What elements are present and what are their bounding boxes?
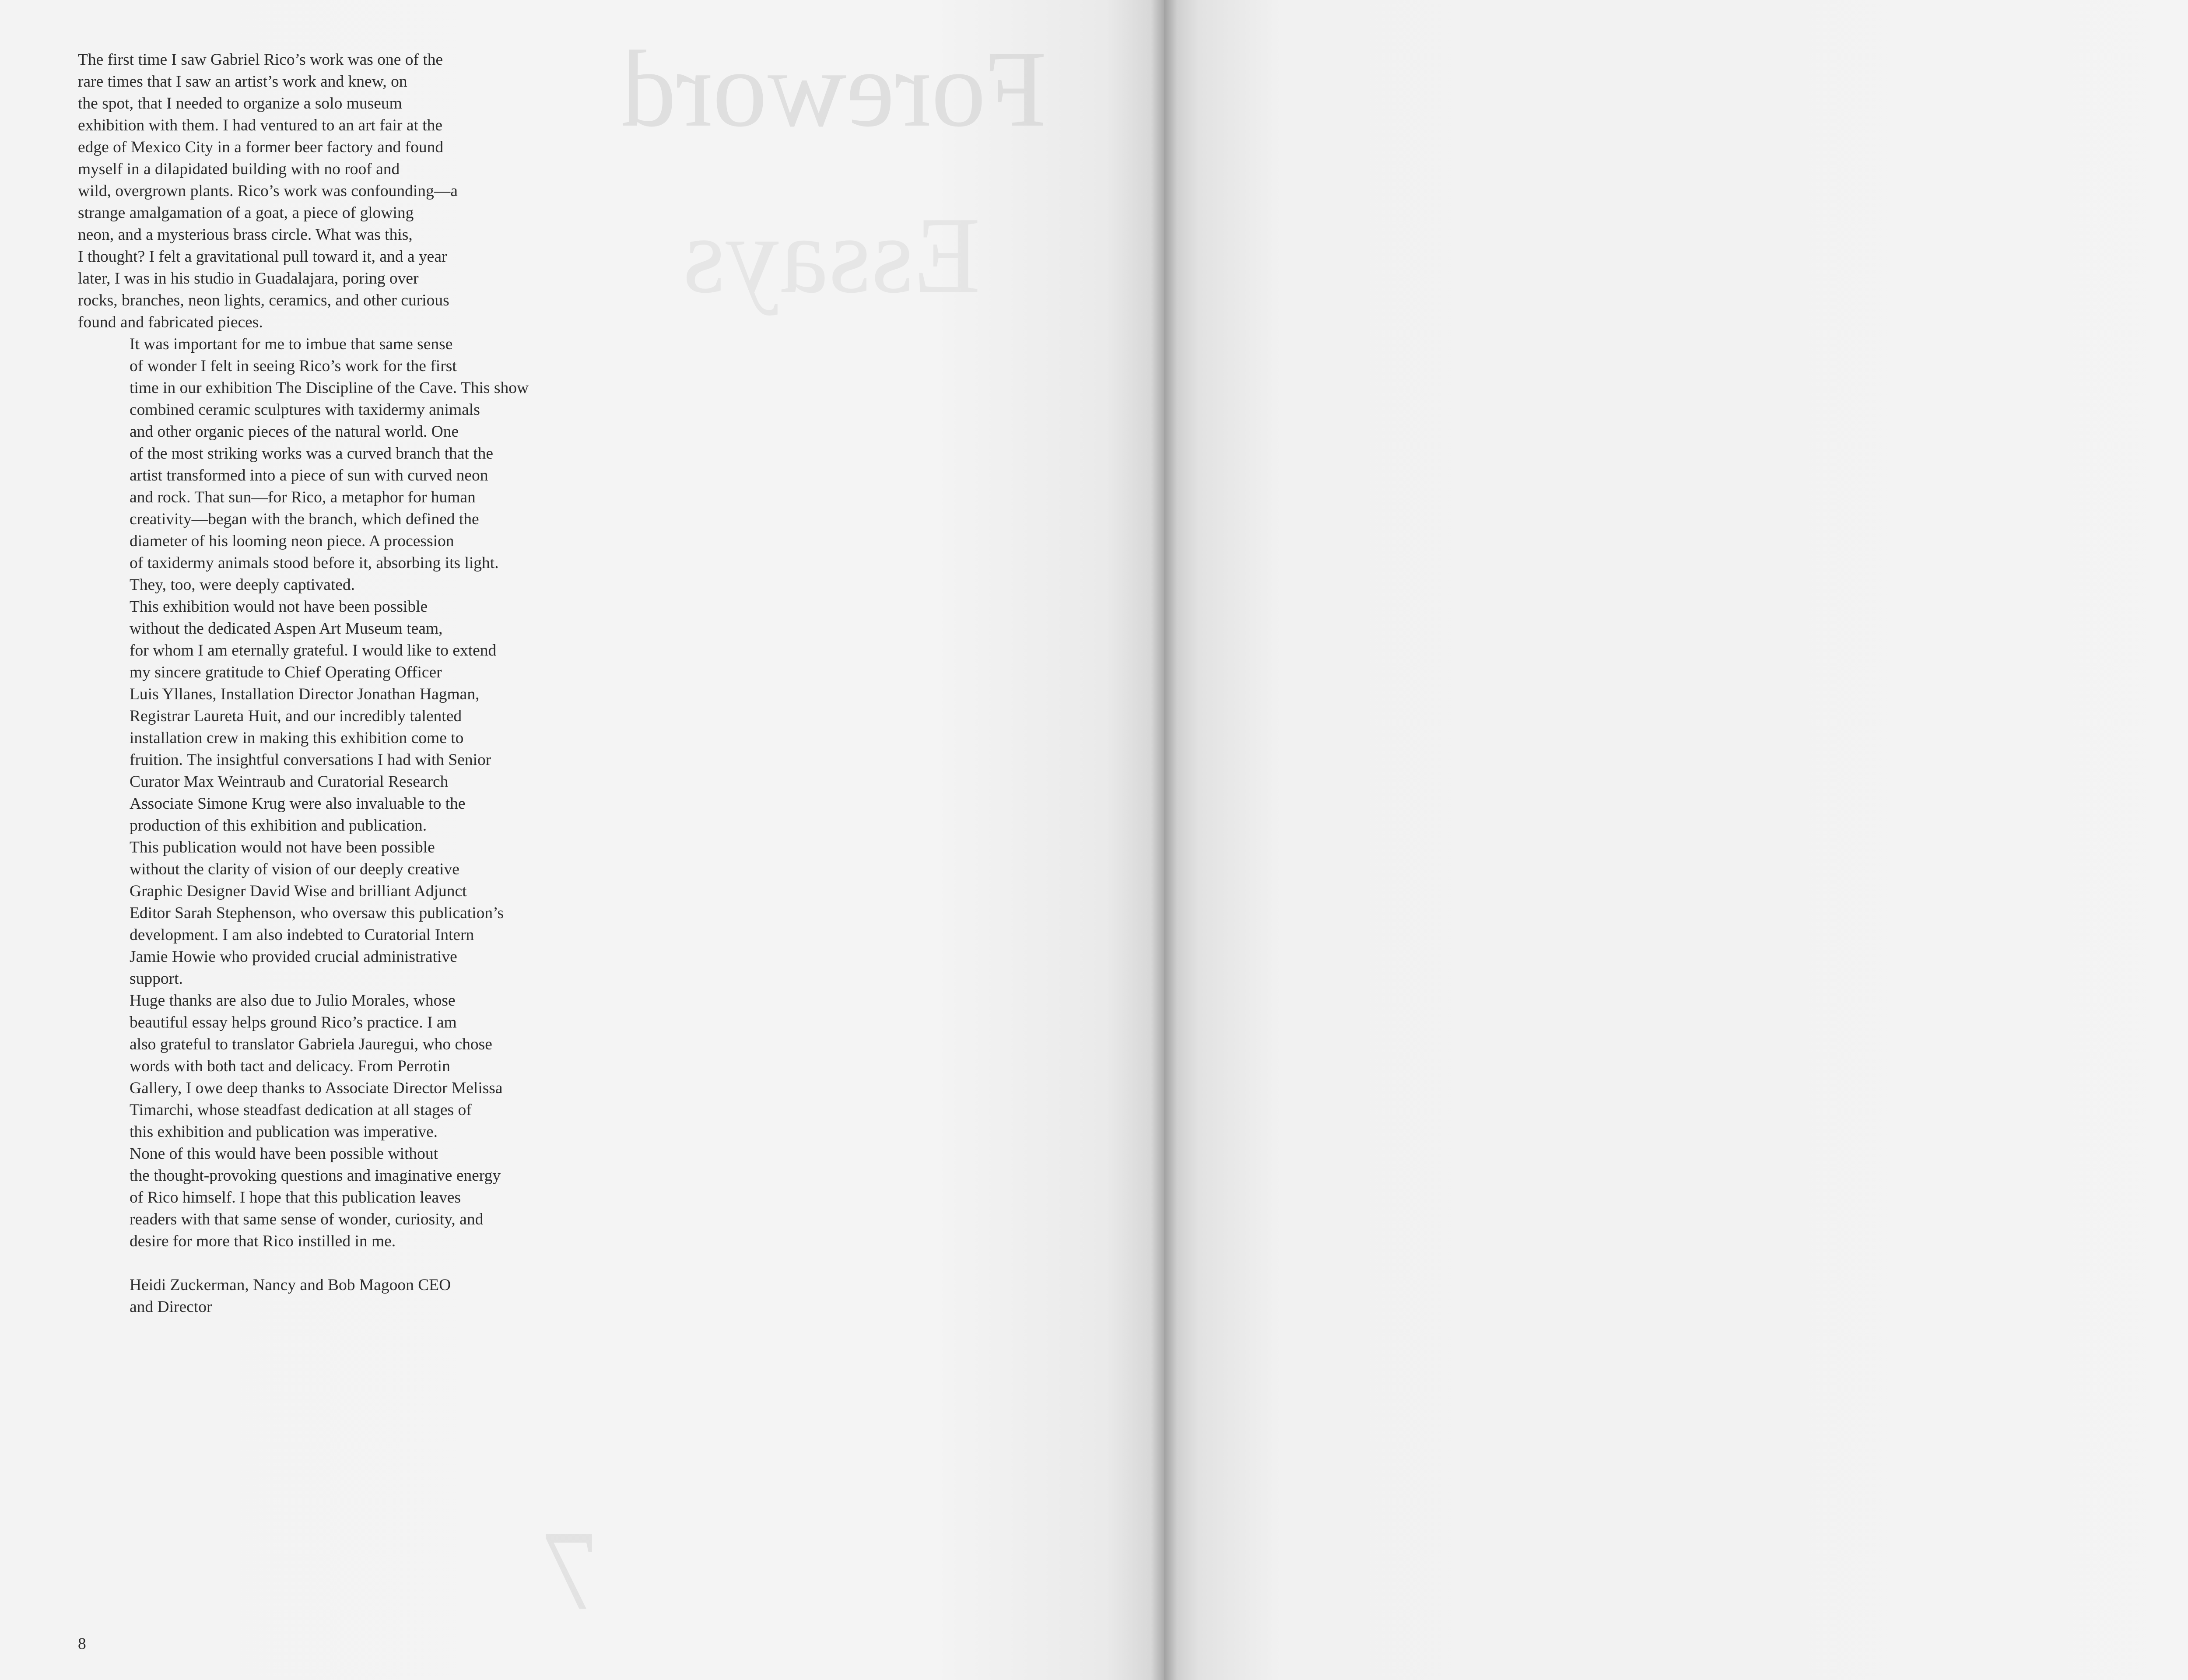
page-number: 8 (78, 1635, 86, 1653)
paragraph (78, 837, 542, 990)
paragraph (78, 1143, 542, 1252)
paragraph (78, 990, 542, 1143)
signature-line: and Director (130, 1298, 212, 1316)
text-line: rocks, branches, neon lights, ceramics, and other curious (78, 291, 449, 309)
text-line: for whom I am eternally grateful. I would like to extend (130, 642, 497, 659)
text-line: of Rico himself. I hope that this publication leaves (130, 1189, 461, 1207)
text-line: and other organic pieces of the natural world. One (130, 423, 459, 441)
text-line: of taxidermy animals stood before it, absorbing its light. (130, 554, 499, 572)
text-line: Luis Yllanes, Installation Director Jonathan Hagman, (130, 685, 480, 703)
paragraph (78, 49, 542, 333)
paragraph (78, 596, 542, 837)
text-line: desire for more that Rico instilled in me. (130, 1232, 396, 1250)
text-line: edge of Mexico City in a former beer factory and found (78, 138, 444, 156)
text-line: This exhibition would not have been possible (130, 598, 428, 616)
text-line: Timarchi, whose steadfast dedication at all stages of (130, 1101, 472, 1119)
text-line: strange amalgamation of a goat, a piece of glowing (78, 204, 414, 222)
text-line: diameter of his looming neon piece. A procession (130, 532, 454, 550)
text-line: Editor Sarah Stephenson, who oversaw this publication’s (130, 904, 504, 922)
show-through-page-number: 7 (543, 1508, 600, 1634)
text-line: my sincere gratitude to Chief Operating Officer (130, 663, 442, 681)
text-line: Huge thanks are also due to Julio Morales, whose (130, 992, 456, 1010)
text-line: of wonder I felt in seeing Rico’s work for the first (130, 357, 457, 375)
text-line: I thought? I felt a gravitational pull toward it, and a year (78, 248, 447, 266)
text-line: Curator Max Weintraub and Curatorial Research (130, 773, 449, 791)
text-line: Jamie Howie who provided crucial administrative (130, 948, 457, 966)
text-line: Gallery, I owe deep thanks to Associate Director Melissa (130, 1079, 503, 1097)
text-line: myself in a dilapidated building with no roof and (78, 160, 400, 178)
text-line: beautiful essay helps ground Rico’s practice. I am (130, 1014, 457, 1031)
text-line: installation crew in making this exhibition come to (130, 729, 464, 747)
text-line: combined ceramic sculptures with taxidermy animals (130, 401, 480, 419)
text-line: of the most striking works was a curved branch that the (130, 445, 494, 463)
right-page (1164, 0, 2188, 1680)
show-through-foreword: Foreword (621, 28, 1047, 150)
text-line: Graphic Designer David Wise and brilliant Adjunct (130, 882, 467, 900)
text-line: neon, and a mysterious brass circle. What was this, (78, 226, 413, 244)
text-line: creativity—began with the branch, which defined the (130, 510, 479, 528)
text-line: None of this would have been possible without (130, 1145, 438, 1163)
text-line: fruition. The insightful conversations I had with Senior (130, 751, 491, 769)
english-foreword-text (78, 49, 542, 1318)
book-gutter (1151, 0, 1177, 1680)
text-line: time in our exhibition The Discipline of the Cave. This show (130, 379, 529, 397)
text-line: Registrar Laureta Huit, and our incredibly talented (130, 707, 462, 725)
text-line: They, too, were deeply captivated. (130, 576, 355, 594)
text-line: It was important for me to imbue that same sense (130, 335, 453, 353)
text-line: production of this exhibition and publication. (130, 817, 427, 835)
text-line: support. (130, 970, 183, 988)
text-line: The first time I saw Gabriel Rico’s work was one of the (78, 51, 443, 69)
text-line: This publication would not have been possible (130, 838, 435, 856)
text-line: wild, overgrown plants. Rico’s work was confounding—a (78, 182, 458, 200)
text-line: words with both tact and delicacy. From Perrotin (130, 1057, 450, 1075)
text-line: Associate Simone Krug were also invaluable to the (130, 795, 466, 813)
text-line: and rock. That sun—for Rico, a metaphor for human (130, 488, 476, 506)
text-line: development. I am also indebted to Curatorial Intern (130, 926, 474, 944)
signature-line: Heidi Zuckerman, Nancy and Bob Magoon CEO (130, 1276, 451, 1294)
text-line: the spot, that I needed to organize a solo museum (78, 95, 402, 112)
text-line: without the dedicated Aspen Art Museum team, (130, 620, 443, 638)
signature (78, 1274, 542, 1318)
text-line: without the clarity of vision of our deeply creative (130, 860, 459, 878)
text-line: later, I was in his studio in Guadalajara, poring over (78, 270, 419, 288)
text-line: rare times that I saw an artist’s work and knew, on (78, 73, 407, 91)
text-line: artist transformed into a piece of sun with curved neon (130, 466, 488, 484)
show-through-essays: Essays (683, 195, 981, 316)
text-line: readers with that same sense of wonder, curiosity, and (130, 1210, 484, 1228)
text-line: the thought-provoking questions and imaginative energy (130, 1167, 501, 1185)
text-line: found and fabricated pieces. (78, 313, 263, 331)
text-line: this exhibition and publication was imperative. (130, 1123, 438, 1141)
text-line: also grateful to translator Gabriela Jauregui, who chose (130, 1035, 492, 1053)
paragraph (78, 333, 542, 596)
text-line: exhibition with them. I had ventured to an art fair at the (78, 116, 443, 134)
